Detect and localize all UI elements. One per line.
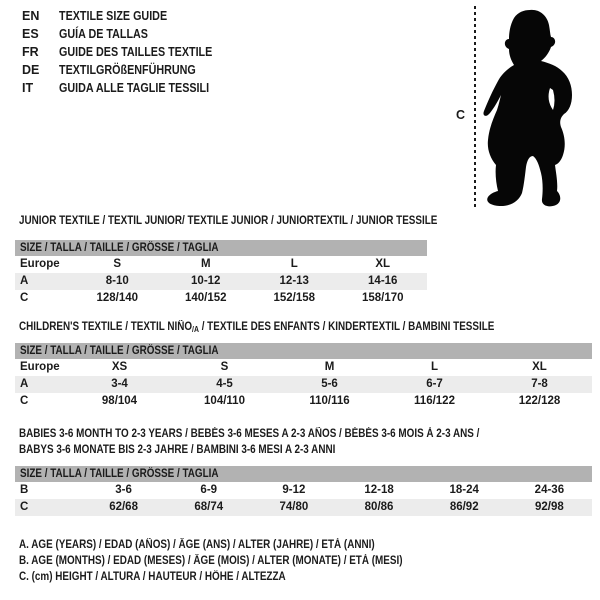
footnote-b-text: B. AGE (MONTHS) / EDAD (MESES) / ÂGE (MOIS) / ALTER (MONATE) / ETÀ (MESI) [19, 555, 403, 567]
table-row-age [15, 376, 592, 393]
value-cell: 68/74 [166, 499, 251, 516]
value-cell: 18-24 [449, 484, 479, 496]
value-cell: 80/86 [336, 499, 421, 516]
children-title-pre: CHILDREN'S TEXTILE / TEXTIL NIÑO [19, 321, 193, 333]
value-cell: 12-13 [250, 273, 339, 290]
row-label-cell: A [15, 376, 67, 393]
language-label: GUIDE DES TAILLES TEXTILE [59, 45, 213, 59]
footnote-a-text: A. AGE (YEARS) / EDAD (AÑOS) / ÂGE (ANS) / ALTER (JAHRE) / ETÀ (ANNI) [19, 539, 375, 551]
value-cell: 116/122 [414, 395, 455, 407]
table-row-europe [15, 359, 592, 376]
value-cell: 74/80 [251, 499, 336, 516]
babies-title-line1: BABIES 3-6 MONTH TO 2-3 YEARS / BEBÉS 3-6 MESES A 2-3 AÑOS / BÉBÉS 3-6 MOIS À 2-3 ANS / [19, 428, 480, 440]
row-label-cell: Europe [20, 361, 60, 373]
children-title-sub: /A [192, 325, 199, 334]
babies-title-line2-wrap [19, 442, 554, 458]
junior-section-title-text: JUNIOR TEXTILE / TEXTIL JUNIOR/ TEXTILE JUNIOR / JUNIORTEXTIL / JUNIOR TESSILE [19, 215, 438, 227]
size-cell: L [430, 361, 439, 373]
table-row-age [15, 273, 427, 290]
value-cell: 3-4 [67, 376, 172, 393]
babies-section-title [19, 426, 554, 458]
size-cell: XL [375, 258, 391, 270]
junior-size-table [15, 240, 427, 307]
row-label-cell: Europe [20, 258, 60, 270]
size-cell: L [290, 258, 298, 270]
size-header-text: SIZE / TALLA / TAILLE / GRÖSSE / TAGLIA [20, 468, 219, 480]
value-cell: 9-12 [282, 484, 306, 496]
value-cell: 62/68 [81, 499, 166, 516]
value-cell: 3-6 [115, 484, 132, 496]
language-label: TEXTILE SIZE GUIDE [59, 9, 168, 23]
babies-title-line2: BABYS 3-6 MONATE BIS 2-3 JAHRE / BAMBINI 3-6 MESI A 2-3 ANNI [19, 444, 336, 456]
height-measure-dotted-line [474, 6, 476, 207]
language-row-es [22, 25, 237, 43]
children-section-title [19, 321, 572, 336]
size-header-cell [15, 466, 592, 482]
footnote-c [19, 569, 465, 585]
size-cell: M [200, 258, 211, 270]
value-cell: 10-12 [162, 273, 251, 290]
language-code: IT [22, 81, 34, 95]
language-row-en [22, 7, 237, 25]
size-header-row [15, 466, 592, 482]
size-cell: S [220, 361, 229, 373]
row-label-cell: C [20, 292, 29, 304]
children-size-table [15, 343, 592, 410]
value-cell: 24-36 [534, 484, 565, 496]
value-cell: 128/140 [96, 292, 139, 304]
language-list [22, 7, 237, 97]
value-cell: 152/158 [273, 292, 316, 304]
language-label: GUÍA DE TALLAS [59, 27, 148, 41]
size-header-cell [15, 240, 427, 256]
size-cell: M [324, 361, 335, 373]
value-cell: 12-18 [364, 484, 394, 496]
footnote-legend [19, 537, 465, 585]
language-row-de [22, 61, 237, 79]
table-row-height [15, 290, 427, 307]
size-header-text: SIZE / TALLA / TAILLE / GRÖSSE / TAGLIA [20, 242, 219, 254]
value-cell: 6-7 [382, 376, 487, 393]
language-code: DE [22, 63, 40, 77]
toddler-silhouette-path [483, 10, 572, 206]
value-cell: 14-16 [339, 273, 428, 290]
row-label-cell: C [15, 499, 81, 516]
row-label-cell: C [20, 395, 29, 407]
size-header-row [15, 343, 592, 359]
language-code: FR [22, 45, 39, 59]
language-row-fr [22, 43, 237, 61]
value-cell: 92/98 [507, 499, 592, 516]
junior-section-title [19, 215, 505, 228]
size-cell: S [113, 258, 122, 270]
size-header-row [15, 240, 427, 256]
row-label-cell: A [15, 273, 73, 290]
footnote-b [19, 553, 465, 569]
row-label-cell: B [20, 484, 29, 496]
value-cell: 7-8 [487, 376, 592, 393]
value-cell: 104/110 [204, 395, 245, 407]
language-label: GUIDA ALLE TAGLIE TESSILI [59, 81, 210, 95]
table-row-age-months [15, 482, 592, 499]
value-cell: 86/92 [422, 499, 507, 516]
size-cell: XS [111, 361, 128, 373]
table-row-height [15, 499, 592, 516]
value-cell: 140/152 [184, 292, 227, 304]
value-cell: 158/170 [361, 292, 404, 304]
value-cell: 6-9 [200, 484, 218, 496]
toddler-silhouette-image [481, 3, 593, 209]
footnote-c-text: C. (cm) HEIGHT / ALTURA / HAUTEUR / HÖHE / ALTEZZA [19, 571, 286, 583]
language-label: TEXTILGRÖßENFÜHRUNG [59, 63, 196, 77]
value-cell: 110/116 [309, 395, 350, 407]
height-measure-label: C [456, 108, 466, 122]
table-row-europe [15, 256, 427, 273]
footnote-a [19, 537, 465, 553]
children-title-post: / TEXTILE DES ENFANTS / KINDERTEXTIL / BAMBINI TESSILE [198, 321, 495, 333]
value-cell: 98/104 [101, 395, 138, 407]
value-cell: 122/128 [518, 395, 561, 407]
value-cell: 5-6 [277, 376, 382, 393]
size-header-cell [15, 343, 592, 359]
value-cell: 4-5 [172, 376, 277, 393]
table-row-height [15, 393, 592, 410]
value-cell: 8-10 [73, 273, 162, 290]
language-code: EN [22, 9, 40, 23]
size-cell: XL [532, 361, 547, 373]
language-row-it [22, 79, 237, 97]
size-header-text: SIZE / TALLA / TAILLE / GRÖSSE / TAGLIA [20, 345, 219, 357]
babies-title-line1-wrap [19, 426, 554, 442]
language-code: ES [22, 27, 39, 41]
children-section-title-text [19, 321, 494, 336]
babies-size-table [15, 466, 592, 516]
